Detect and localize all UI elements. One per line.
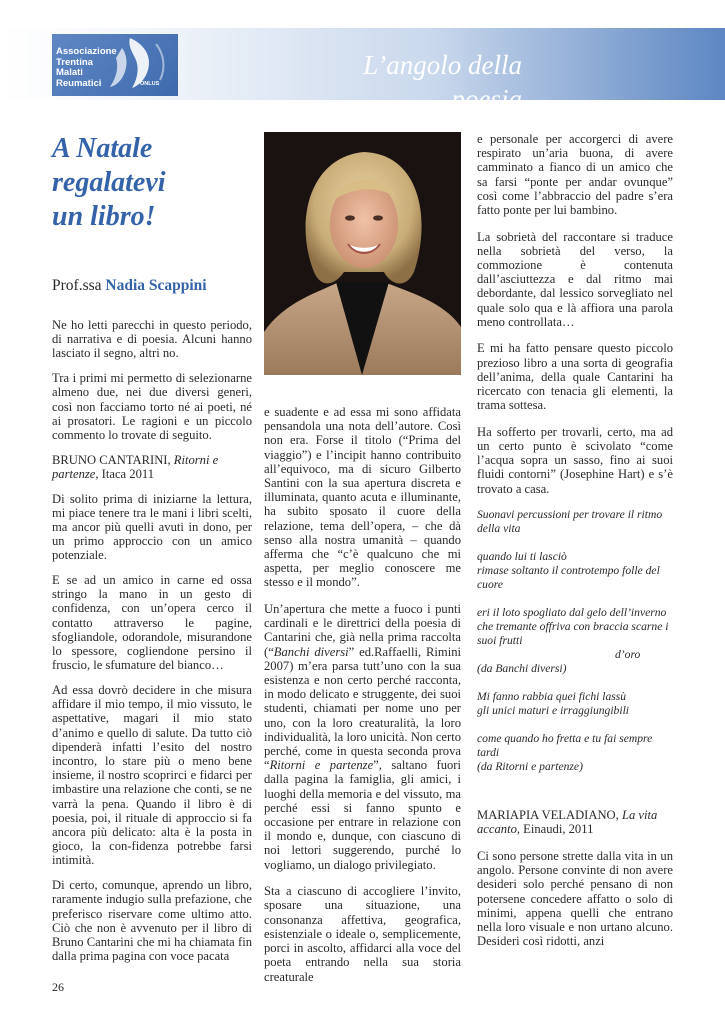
paragraph: E se ad un amico in carne ed ossa stringo la mano in un gesto di confidenza, con un’opera cerco il contatto attraverso le pagine, sfogliandole, odorandole, misurandone lo spessore, cogliendone persino il fruscio, le sfumature del bianco… [52, 573, 252, 673]
paragraph: La sobrietà del raccontare si traduce nella sobrietà del verso, la commozione è contenuta dall’asciuttezza e dal ritmo mai debordante, dal lessico sorvegliato nel quale solo qua e là affiora una parola meno controllata… [477, 229, 673, 329]
logo-text [56, 47, 117, 89]
logo-line: Associazione [56, 46, 117, 57]
book-title: La vita accanto [477, 808, 658, 837]
paragraph: Di solito prima di iniziarne la lettura, mi piace tenere tra le mani i libri scelti, ma ancor più quelli avuti in dono, per un primo approccio con un amico potenziale. [52, 491, 252, 563]
paragraph: Di certo, comunque, aprendo un libro, raramente indugio sulla prefazione, che preferisco riservare come ultimo atto. Ciò che non è avvenuto per il libro di Bruno Cantarini che mi ha chiamata fin dalla prima pagina con voce pacata [52, 878, 252, 964]
poem-line: tardi [477, 746, 500, 760]
poem-excerpt [477, 508, 673, 774]
poem-line: rimase soltanto il controtempo folle del [477, 564, 660, 578]
paragraph [264, 602, 461, 872]
title-line: regalatevi [52, 167, 166, 198]
poem-line: gli unici maturi e irraggiungibili [477, 704, 630, 718]
title-line: A Natale [52, 133, 153, 164]
poem-line: cuore [477, 578, 503, 592]
poem-line: d’oro [615, 648, 641, 662]
logo-line: Reumatici [56, 77, 102, 89]
text-run: ”, saltano fuori dalla pagina la famiglia, gli amici, i luoghi della memoria e del vissuto, ma perché essi si fanno spunto e occasione per entrare in relazione con il mondo e, dunque, con ciascuno di noi lettori suggerendo, purché lo vogliamo, un dialogo privilegiato. [264, 758, 461, 872]
section-title: L’angolo della poesia [363, 50, 522, 114]
portrait-photo-icon [264, 132, 461, 375]
poem-stanza [477, 508, 673, 536]
paragraph: Ci sono persone strette dalla vita in un angolo. Persone convinte di non avere desideri solo perché pensano di non potersene concedere affatto o solo di minimi, appena quelli che entrano nella loro visuale e non urtano alcuno. Desideri così ridotti, anzi [477, 849, 673, 949]
book-publisher: , Einaudi, 2011 [516, 822, 594, 837]
author-prefix: Prof.ssa [52, 277, 106, 294]
article-title [52, 132, 252, 234]
book-reference [52, 453, 252, 481]
book-author: MARIAPIA VELADIANO, [477, 808, 622, 823]
paragraph: Ha sofferto per trovarli, certo, ma ad un certo punto è scivolato “come l’acqua sopra un sasso, fino ai suoi fluidi contorni” (Josephine Hart) e s’è trovato a casa. [477, 424, 673, 496]
paragraph: Tra i primi mi permetto di selezionarne almeno due, nei due diversi generi, così non facciamo torto né ai poeti, né ai prosatori. Le ragioni e un piccolo commento lo trovate di seguito. [52, 371, 252, 442]
title-line: un libro! [52, 201, 156, 232]
poem-stanza [477, 606, 673, 676]
column-3-text [477, 132, 673, 496]
book-author: BRUNO CANTARINI, [52, 452, 174, 467]
poem-stanza [477, 690, 673, 718]
column-2-text [264, 405, 461, 984]
poem-line: della vita [477, 522, 521, 536]
text-run: Un’apertura che mette a fuoco i punti cardinali e le direttrici della poesia di Cantarini che, già nella prima raccolta (“ [264, 602, 461, 659]
column-1 [52, 132, 252, 974]
article-author [52, 276, 252, 296]
column-3-text-b [477, 808, 673, 948]
text-run: ” ed.Raffaelli, Rimini 2007) m’era parsa tutt’uno con la sua esistenza e non certo perché racconta, in modo delicato e struggente, dei suoi studenti, chiamati per nome uno per uno, con la loro creaturalità, la loro individualità, la loro unicità. Non certo perché, come in questa seconda prova “ [264, 644, 461, 773]
logo-onlus: ONLUS [140, 81, 160, 87]
poem-stanza [477, 550, 673, 592]
poem-line: Mi fanno rabbia quei fichi lassù [477, 690, 627, 704]
paragraph: E mi ha fatto pensare questo piccolo prezioso libro a una sorta di geografia dell’anima, della quale Cantarini ha ricercato con tenacia gli elementi, la trama sottesa. [477, 341, 673, 413]
column-2 [264, 132, 461, 996]
paragraph: Sta a ciascuno di accogliere l’invito, sposare una situazione, una consonanza affettiva, geografica, esistenziale o ideale o, semplicemente, porci in ascolto, affidarci alla voce del poeta entrando nella sua storia creaturale [264, 884, 461, 984]
paragraph: e personale per accorgerci di avere respirato un’aria buona, di avere camminato a fianco di un amico che sa farsi “ponte per andar ovunque” così come l’abbraccio del padre s’era fatto ponte per lui bambino. [477, 132, 673, 218]
book-title: Banchi diversi [273, 644, 349, 659]
column-1-text [52, 318, 252, 963]
book-publisher: , Itaca 2011 [95, 466, 155, 481]
page-number: 26 [52, 980, 64, 994]
paragraph: Ad essa dovrò decidere in che misura affidare il mio tempo, il mio vissuto, le aspettative, magari il mio stato d’animo e quello di salute. Da tutto ciò dipenderà infatti l’esito del nostro incontro, lo stare più o meno bene insieme, il nostro scoprirci e fidarci per imbastire una relazione che conti, se ne varrà la pena. Quando il libro è di poesia, poi, il rituale di approccio si fa ancora più delicato: alta è la posta in gioco, la con-fidenza potrebbe farsi intimità. [52, 682, 252, 868]
author-photo [264, 132, 461, 375]
author-name: Nadia Scappini [105, 277, 207, 294]
column-3 [477, 132, 673, 961]
paragraph: Ne ho letti parecchi in questo periodo, di narrativa e di poesia. Alcuni hanno lasciato il segno, altri no. [52, 318, 252, 361]
poem-line: eri il loto spogliato dal gelo dell’inverno [477, 606, 667, 620]
poem-line: che tremante offriva con braccia scarne i [477, 620, 669, 634]
logo-line: Trentina [56, 56, 93, 68]
poem-source: (da Ritorni e partenze) [477, 760, 583, 774]
poem-line: quando lui ti lasciò [477, 550, 567, 564]
poem-source: (da Banchi diversi) [477, 662, 567, 676]
paragraph: e suadente e ad essa mi sono affidata pensandola una nota dell’autore. Così non era. Forse il titolo (“Prima del viaggio”) e l’incipit hanno contribuito all’equivoco, ma di sicuro Gilberto Santini con la sua apertura discreta e illuminata, quanto acuta e illuminante, ha subito sposato il cuore della relazione, tema dell’opera, – che dà senso alla nostra umanità – quando afferma che “c’è qualcuno che mi aspetta, per meglio conoscere me stesso e il mondo”. [264, 405, 461, 590]
book-title: Ritorni e partenze [52, 452, 219, 481]
logo-line: Malati [56, 67, 83, 78]
book-reference [477, 808, 673, 836]
association-logo [52, 34, 178, 96]
poem-line: Suonavi percussioni per trovare il ritmo [477, 508, 663, 522]
poem-line: come quando ho fretta e tu fai sempre [477, 732, 653, 746]
book-title: Ritorni e partenze [269, 758, 374, 773]
poem-stanza [477, 732, 673, 774]
poem-line: suoi frutti [477, 634, 523, 648]
